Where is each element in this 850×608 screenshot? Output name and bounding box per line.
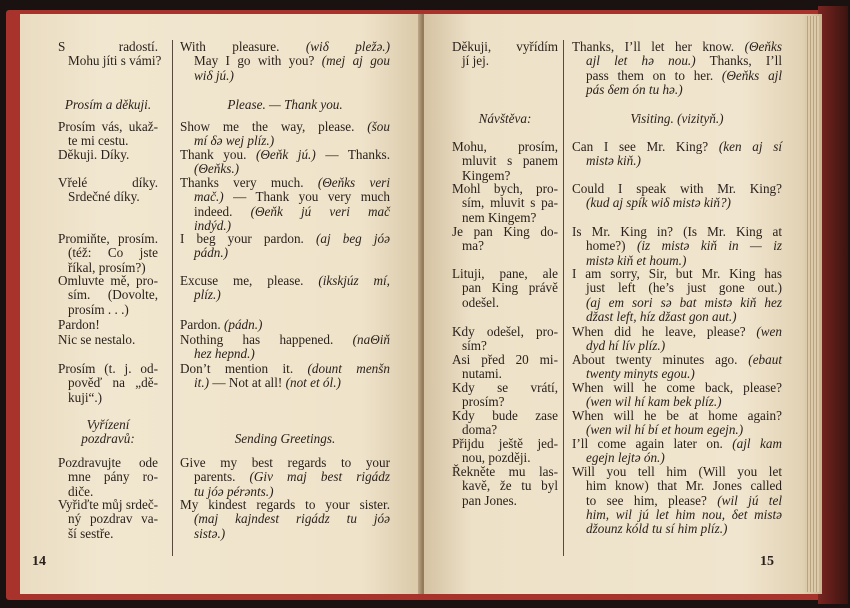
- text-line: [572, 522, 782, 536]
- text-line: [572, 140, 782, 154]
- phrase-text: Thank you.: [180, 147, 256, 162]
- phrase-text: Thanks, I’ll: [695, 53, 782, 69]
- phrase-text: diče.: [68, 483, 94, 499]
- phrase-text: Je pan King do-: [452, 224, 558, 239]
- text-line: [452, 281, 558, 295]
- pronunciation: (ikskjúz mí,: [318, 273, 390, 288]
- phrase-text: I am sorry, Sir, but Mr. King has: [572, 266, 782, 281]
- phrase-text: říkal, prosím?): [68, 259, 146, 275]
- text-line: [572, 409, 782, 423]
- pronunciation: mistə kiň et houm.): [586, 252, 687, 268]
- text-line: [58, 148, 158, 162]
- text-line: [572, 281, 782, 295]
- czech-phrase: [58, 120, 158, 149]
- phrase-text: Pardon.: [180, 317, 224, 332]
- section-heading-english: [180, 432, 390, 446]
- text-line: [180, 318, 390, 332]
- text-line: [572, 83, 782, 97]
- column-divider: [563, 40, 564, 556]
- czech-phrase: [452, 140, 558, 183]
- text-line: [452, 196, 558, 210]
- czech-phrase: [452, 225, 558, 254]
- text-line: [180, 288, 390, 302]
- phrase-text: sím?: [462, 338, 487, 354]
- pronunciation: tu jóə pérənts.): [194, 483, 274, 499]
- text-line: [452, 381, 558, 395]
- text-line: [58, 512, 158, 526]
- text-line: [58, 318, 158, 332]
- phrase-text: I’ll come again later on.: [572, 436, 733, 451]
- pronunciation: (wen wil hí bí et houm egejn.): [586, 422, 744, 438]
- pronunciation: Vyřízení: [86, 417, 130, 432]
- phrase-text: — Thank you very much: [223, 189, 390, 205]
- text-line: [452, 182, 558, 196]
- phrase-text: Don’t mention it.: [180, 361, 308, 376]
- text-line: [572, 325, 782, 339]
- pronunciation: Návštěva:: [478, 111, 532, 126]
- phrase-text: Is Mr. King in? (Is Mr. King at: [572, 224, 782, 239]
- text-line: [58, 232, 158, 246]
- text-line: [452, 465, 558, 479]
- pronunciation: džast left, híz džast gon aut.): [586, 308, 737, 324]
- text-line: [180, 176, 390, 190]
- phrase-text: Pardon!: [58, 317, 100, 332]
- text-line: [180, 232, 390, 246]
- text-line: [180, 333, 390, 347]
- english-phrase: [572, 325, 782, 354]
- pronunciation: (šou: [367, 119, 390, 134]
- pronunciation: dyd hí lív plíz.): [586, 338, 666, 354]
- phrase-text: him know) that Mr. Jones called: [586, 478, 782, 494]
- phrase-text: home?): [586, 238, 637, 254]
- text-line: [58, 303, 158, 317]
- english-phrase: [572, 267, 782, 324]
- text-line: [452, 112, 558, 126]
- text-line: [58, 418, 158, 432]
- text-line: [58, 40, 158, 54]
- phrase-text: S radostí.: [58, 39, 158, 54]
- text-line: [452, 267, 558, 281]
- phrase-text: Mohu jíti s vámi?: [68, 53, 162, 69]
- phrase-text: Lituji, pane, ale: [452, 266, 558, 281]
- text-line: [180, 246, 390, 260]
- text-line: [572, 239, 782, 253]
- pronunciation: (kud aj spík wiδ mistə kiň?): [586, 195, 731, 211]
- pronunciation: Please. — Thank you.: [227, 97, 343, 112]
- section-heading-czech: [58, 418, 158, 447]
- phrase-text: nem Kingem?: [462, 209, 537, 225]
- english-phrase: [180, 120, 390, 149]
- text-line: [452, 154, 558, 168]
- phrase-text: Kdy se vrátí,: [452, 380, 558, 395]
- phrase-text: Thanks, I’ll let her know.: [572, 39, 745, 54]
- phrase-text: Vyřiďte můj srdeč-: [58, 497, 159, 512]
- text-line: [572, 479, 782, 493]
- pronunciation: (wiδ pležə.): [305, 39, 390, 54]
- pronunciation: egejn lejtə ón.): [586, 450, 665, 466]
- pronunciation: sistə.): [194, 525, 226, 541]
- book-spine-edge: [818, 6, 848, 604]
- phrase-text: — Thanks.: [315, 147, 390, 162]
- text-line: [58, 274, 158, 288]
- phrase-text: Show me the way, please.: [180, 119, 368, 134]
- text-line: [572, 225, 782, 239]
- phrase-text: Pozdravujte ode: [58, 455, 158, 470]
- text-line: [180, 456, 390, 470]
- czech-phrase: [58, 274, 158, 317]
- pronunciation: (wen wil hí kam bek plíz.): [586, 394, 722, 410]
- text-line: [180, 376, 390, 390]
- text-line: [572, 112, 782, 126]
- text-line: [58, 498, 158, 512]
- text-line: [572, 353, 782, 367]
- czech-phrase: [58, 176, 158, 205]
- text-line: [452, 140, 558, 154]
- english-phrase: [572, 353, 782, 382]
- text-line: [180, 432, 390, 446]
- phrase-text: ný pozdrav va-: [68, 511, 158, 527]
- phrase-text: When did he leave, please?: [572, 324, 757, 339]
- phrase-text: indeed.: [194, 203, 251, 219]
- phrase-text: nutami.: [462, 366, 502, 382]
- text-line: [452, 353, 558, 367]
- phrase-text: My kindest regards to your sister.: [180, 497, 390, 512]
- pronunciation: (wen: [756, 324, 782, 339]
- english-phrase: [180, 333, 390, 362]
- text-line: [180, 512, 390, 526]
- text-line: [180, 98, 390, 112]
- text-line: [452, 239, 558, 253]
- phrase-text: mne pány ro-: [68, 469, 158, 485]
- phrase-text: May I go with you?: [194, 53, 322, 69]
- czech-phrase: [452, 437, 558, 466]
- text-line: [452, 409, 558, 423]
- english-phrase: [572, 182, 782, 211]
- text-line: [572, 508, 782, 522]
- phrase-text: Vřelé díky.: [58, 175, 158, 190]
- text-line: [58, 432, 158, 446]
- pronunciation: (Θeňk jú veri mač: [250, 203, 391, 219]
- phrase-text: doma?: [462, 422, 498, 438]
- pronunciation: (maj kajndest rigádz tu jóə: [194, 511, 390, 527]
- phrase-text: to see him, please?: [586, 492, 718, 508]
- text-line: [452, 296, 558, 310]
- pronunciation: (aj em sori sə bat mistə kiň hez: [586, 294, 782, 310]
- text-line: [180, 362, 390, 376]
- pronunciation: hez hepnd.): [194, 346, 255, 362]
- pronunciation: (not et ól.): [285, 375, 341, 391]
- text-line: [572, 182, 782, 196]
- text-line: [452, 494, 558, 508]
- text-line: [180, 190, 390, 204]
- phrase-text: pan Jones.: [462, 492, 517, 508]
- text-line: [58, 470, 158, 484]
- text-line: [58, 190, 158, 204]
- pronunciation: (naΘiň: [352, 332, 390, 347]
- page-edges: [805, 16, 819, 592]
- text-line: [180, 40, 390, 54]
- text-line: [180, 498, 390, 512]
- pronunciation: Visiting. (vizityň.): [630, 111, 724, 126]
- phrase-text: kavě, že tu byl: [462, 478, 558, 494]
- pronunciation: pozdravů:: [81, 431, 135, 447]
- text-line: [572, 154, 782, 168]
- phrase-text: nou, později.: [462, 450, 531, 466]
- text-line: [180, 274, 390, 288]
- phrase-text: pan King právě: [462, 280, 558, 296]
- phrase-text: prosím . . .): [68, 301, 129, 317]
- phrase-text: Děkuji. Díky.: [58, 147, 130, 162]
- english-phrase: [572, 40, 782, 97]
- czech-phrase: [452, 40, 558, 69]
- english-phrase: [180, 456, 390, 499]
- phrase-text: Will you tell him (Will you let: [572, 464, 782, 479]
- phrase-text: — Not at all!: [209, 375, 286, 391]
- phrase-text: Srdečné díky.: [68, 189, 140, 205]
- text-line: [452, 437, 558, 451]
- czech-phrase: [58, 456, 158, 499]
- czech-phrase: [452, 409, 558, 438]
- pronunciation: mí δə wej plíz.): [194, 133, 275, 149]
- pronunciation: Prosím a děkuji.: [64, 97, 152, 112]
- czech-phrase: [58, 232, 158, 275]
- pronunciation: (ajl kam: [732, 436, 782, 451]
- czech-phrase: [58, 498, 158, 541]
- page-number: 15: [760, 554, 774, 569]
- text-line: [180, 69, 390, 83]
- phrase-text: Mohu, prosím,: [452, 139, 558, 154]
- czech-phrase: [452, 381, 558, 410]
- czech-phrase: [452, 353, 558, 382]
- phrase-text: I beg your pardon.: [180, 231, 316, 246]
- english-phrase: [572, 437, 782, 466]
- pronunciation: it.): [194, 375, 210, 391]
- english-phrase: [572, 225, 782, 268]
- phrase-text: Nic se nestalo.: [58, 332, 136, 347]
- text-line: [452, 479, 558, 493]
- phrase-text: odešel.: [462, 294, 499, 310]
- english-phrase: [180, 148, 390, 177]
- text-line: [452, 54, 558, 68]
- phrase-text: jí jej.: [462, 53, 490, 69]
- text-line: [572, 381, 782, 395]
- phrase-text: just left (he’s just gone out.): [586, 280, 782, 296]
- text-line: [572, 296, 782, 310]
- english-phrase: [180, 362, 390, 391]
- text-line: [58, 176, 158, 190]
- text-line: [58, 527, 158, 541]
- pronunciation: pás δem ón tu hə.): [586, 81, 683, 97]
- phrase-text: ma?: [462, 238, 484, 254]
- english-phrase: [572, 409, 782, 438]
- czech-phrase: [58, 333, 158, 347]
- phrase-text: When will he be at home again?: [572, 408, 782, 423]
- phrase-text: ší sestře.: [68, 525, 114, 541]
- phrase-text: Kingem?: [462, 167, 511, 183]
- pronunciation: him, wil jú let him nou, δet mistə: [586, 506, 782, 522]
- pronunciation: (Θeňks.): [194, 161, 240, 177]
- phrase-text: pověď na „dě-: [68, 375, 158, 391]
- text-line: [572, 267, 782, 281]
- czech-phrase: [58, 362, 158, 405]
- phrase-text: sím, mluvit s pa-: [462, 195, 558, 211]
- text-line: [58, 246, 158, 260]
- phrase-text: Thanks very much.: [180, 175, 318, 190]
- phrase-text: Mohl bych, pro-: [452, 181, 558, 196]
- pronunciation: (Θeňk jú.): [255, 147, 316, 162]
- section-heading-english: [180, 98, 390, 112]
- phrase-text: Asi před 20 mi-: [452, 352, 558, 367]
- column-divider: [172, 40, 173, 556]
- pronunciation: twenty minyts egou.): [586, 366, 695, 382]
- pronunciation: (ebaut: [748, 352, 782, 367]
- text-line: [58, 376, 158, 390]
- english-phrase: [180, 40, 390, 83]
- czech-phrase: [58, 318, 158, 332]
- text-line: [58, 98, 158, 112]
- pronunciation: (Θeňks: [744, 39, 782, 54]
- text-line: [452, 225, 558, 239]
- page-number: 14: [32, 554, 46, 569]
- section-heading-czech: [452, 112, 558, 126]
- phrase-text: Přijdu ještě jed-: [452, 436, 558, 451]
- english-phrase: [180, 498, 390, 541]
- section-heading-czech: [58, 98, 158, 112]
- text-line: [572, 196, 782, 210]
- phrase-text: Promiňte, prosím.: [58, 231, 158, 246]
- english-phrase: [572, 465, 782, 536]
- phrase-text: Kdy odešel, pro-: [452, 324, 558, 339]
- czech-phrase: [452, 267, 558, 310]
- phrase-text: pass them on to her.: [586, 67, 722, 83]
- english-phrase: [180, 232, 390, 261]
- english-phrase: [180, 176, 390, 233]
- text-line: [572, 54, 782, 68]
- right-page: [424, 14, 822, 594]
- text-line: [452, 211, 558, 225]
- phrase-text: mluvit s panem: [462, 153, 558, 169]
- text-line: [180, 205, 390, 219]
- left-page: [20, 14, 422, 594]
- text-line: [572, 494, 782, 508]
- pronunciation: (iz mistə kiň in — iz: [636, 238, 782, 254]
- phrase-text: About twenty minutes ago.: [572, 352, 749, 367]
- text-line: [180, 527, 390, 541]
- text-line: [572, 437, 782, 451]
- text-line: [58, 333, 158, 347]
- text-line: [572, 40, 782, 54]
- phrase-text: Can I see Mr. King?: [572, 139, 719, 154]
- pronunciation: (Θeňks veri: [317, 175, 390, 190]
- text-line: [572, 69, 782, 83]
- phrase-text: When will he come back, please?: [572, 380, 782, 395]
- pronunciation: (pádn.): [223, 317, 263, 332]
- text-line: [58, 391, 158, 405]
- text-line: [180, 148, 390, 162]
- phrase-text: Prosím vás, ukaž-: [58, 119, 158, 134]
- text-line: [180, 347, 390, 361]
- text-line: [572, 310, 782, 324]
- english-phrase: [572, 381, 782, 410]
- phrase-text: Řekněte mu las-: [452, 464, 558, 479]
- phrase-text: Nothing has happened.: [180, 332, 353, 347]
- text-line: [58, 362, 158, 376]
- czech-phrase: [452, 325, 558, 354]
- phrase-text: Kdy bude zase: [452, 408, 558, 423]
- phrase-text: Give my best regards to your: [180, 455, 390, 470]
- phrase-text: Prosím (t. j. od-: [58, 361, 158, 376]
- text-line: [180, 120, 390, 134]
- pronunciation: plíz.): [194, 287, 221, 303]
- text-line: [572, 465, 782, 479]
- section-heading-english: [572, 112, 782, 126]
- text-line: [452, 40, 558, 54]
- phrase-text: Could I speak with Mr. King?: [572, 181, 782, 196]
- pronunciation: (wil jú tel: [717, 492, 782, 508]
- phrase-text: Děkuji, vyřídím: [452, 39, 558, 54]
- text-line: [58, 53, 162, 69]
- text-line: [452, 325, 558, 339]
- pronunciation: (aj beg jóə: [315, 231, 390, 246]
- english-phrase: [180, 274, 390, 303]
- czech-phrase: [58, 148, 158, 162]
- pronunciation: indýd.): [194, 217, 231, 233]
- pronunciation: (Giv maj best rigádz: [249, 469, 390, 485]
- czech-phrase: [452, 182, 558, 225]
- pronunciation: mač.): [194, 189, 224, 205]
- pronunciation: (dount menšn: [307, 361, 390, 376]
- czech-phrase: [452, 465, 558, 508]
- pronunciation: mistə kiň.): [586, 153, 641, 169]
- phrase-text: Excuse me, please.: [180, 273, 319, 288]
- english-phrase: [180, 318, 390, 332]
- text-line: [58, 288, 158, 302]
- pronunciation: džounz kóld tu sí him plíz.): [586, 521, 728, 537]
- pronunciation: (Θeňks ajl: [721, 67, 782, 83]
- pronunciation: pádn.): [194, 245, 229, 261]
- pronunciation: (mej aj gou: [321, 53, 390, 69]
- phrase-text: Omluvte mě, pro-: [58, 273, 158, 288]
- phrase-text: sím. (Dovolte,: [68, 287, 158, 303]
- text-line: [180, 54, 390, 68]
- pronunciation: Sending Greetings.: [234, 431, 336, 446]
- phrase-text: prosím?: [462, 394, 505, 410]
- text-line: [58, 120, 158, 134]
- pronunciation: ajl let hə nou.): [586, 53, 696, 69]
- phrase-text: te mi cestu.: [68, 133, 129, 149]
- phrase-text: With pleasure.: [180, 39, 306, 54]
- text-line: [58, 456, 158, 470]
- phrase-text: kuji“.): [68, 389, 103, 405]
- phrase-text: parents.: [194, 469, 250, 485]
- czech-phrase: [58, 39, 162, 69]
- pronunciation: wiδ jú.): [194, 67, 234, 83]
- text-line: [180, 470, 390, 484]
- english-phrase: [572, 140, 782, 169]
- phrase-text: (též: Co jste: [68, 245, 158, 261]
- pronunciation: (ken aj sí: [718, 139, 782, 154]
